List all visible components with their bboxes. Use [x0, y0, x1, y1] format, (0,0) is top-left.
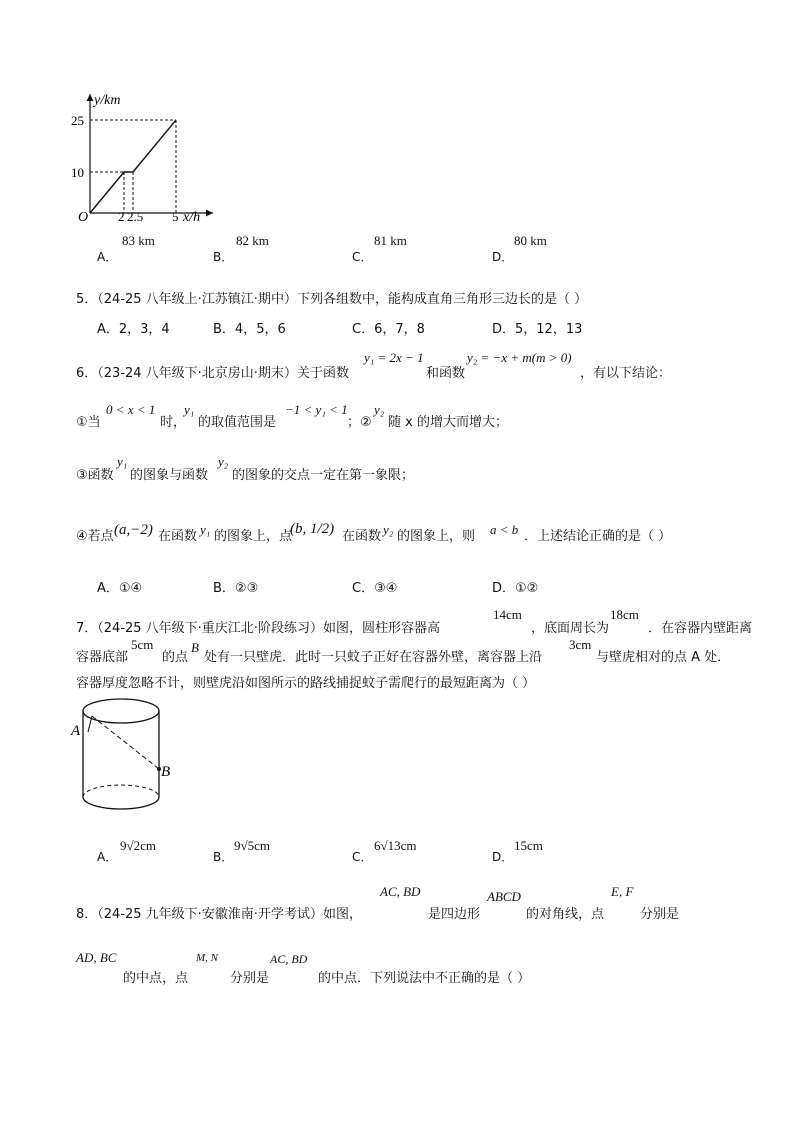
q5-stem: 5．（24-25 八年级上·江苏镇江·期中）下列各组数中，能构成直角三角形三边长的是（ ） — [76, 292, 588, 307]
q8-sides-ad-bc: AD, BC — [76, 950, 117, 965]
q5-option-c: C．6，7，8 — [352, 322, 425, 337]
cylinder-figure — [66, 690, 186, 820]
q8-text-f: 分别是 — [230, 971, 270, 986]
q8-diagonals-2: AC, BD — [270, 952, 308, 966]
q7-option-d-letter: D． — [492, 850, 514, 864]
q7-line1-b: ，底面周长为 — [531, 621, 610, 636]
q4-option-a-letter: A． — [97, 250, 118, 264]
y-tick-10: 10 — [71, 165, 84, 180]
q7-line1-a: 7．（24-25 八年级下·重庆江北·阶段练习）如图，圆柱形容器高 — [76, 621, 440, 636]
q6-c2-text: 随 x 的增大而增大； — [388, 415, 508, 430]
q7-option-a-value: 9√2cm — [120, 838, 157, 853]
distance-time-graph — [70, 88, 220, 228]
q8-text-b: 是四边形 — [428, 907, 481, 922]
q6-c3-b: 的图象与函数 — [130, 468, 209, 483]
q7-distance-a: 3cm — [569, 637, 592, 652]
q6-c1-cond: 0 < x < 1 — [106, 402, 156, 417]
q7-option-b-letter: B． — [213, 850, 234, 864]
cylinder-point-b: B — [161, 764, 171, 780]
q8-text-g: 的中点．下列说法中不正确的是（ ） — [318, 971, 531, 986]
q7-height: 14cm — [493, 607, 522, 622]
q6-c4-point-b: (b, 1/2) — [290, 521, 335, 537]
q5-option-b: B．4，5，6 — [213, 322, 286, 337]
q6-c4-b: 在函数 — [158, 529, 198, 544]
q6-c3-y2: y₂ — [218, 454, 229, 469]
y-tick-25: 25 — [71, 113, 84, 128]
q7-distance-b: 5cm — [131, 637, 154, 652]
q6-c4-d: 在函数 — [342, 529, 382, 544]
q6-c4-e: 的图象上，则 — [397, 529, 476, 544]
q6-c4-compare: a < b — [490, 522, 519, 537]
x-tick-2: 2 — [118, 209, 125, 224]
x-tick-2-5: 2.5 — [127, 209, 144, 224]
q8-points-mn: M, N — [196, 952, 218, 964]
q6-c1-c: 的取值范围是 — [198, 415, 277, 430]
q6-option-a: A．①④ — [97, 581, 143, 596]
q7-point-b: B — [191, 640, 199, 655]
q5-option-a: A．2，3，4 — [97, 322, 170, 337]
q6-c4-y1: y₁ — [200, 522, 211, 537]
q6-intro-c: ，有以下结论： — [580, 366, 672, 381]
q6-function-y2: y₂ = −x + m(m > 0) — [467, 350, 572, 365]
q8-points-ef: E, F — [611, 884, 634, 899]
q8-diagonals: AC, BD — [380, 884, 421, 899]
q6-c1-a: ①当 — [76, 415, 101, 430]
q8-quadrilateral: ABCD — [487, 889, 521, 904]
q6-c1-y: y₁ — [184, 402, 195, 417]
q8-text-e: 的中点，点 — [123, 971, 189, 986]
q6-c4-point-a: (a,−2) — [114, 522, 153, 538]
q6-c4-f: ．上述结论正确的是（ ） — [524, 529, 672, 544]
q6-option-c: C．③④ — [352, 581, 398, 596]
q8-intro: 8．（24-25 九年级下·安徽淮南·开学考试）如图， — [76, 907, 362, 922]
q7-option-c-letter: C． — [352, 850, 373, 864]
q7-option-c-value: 6√13cm — [374, 838, 417, 853]
q6-c2-y: y₂ — [374, 402, 385, 417]
y-axis-label: y/km — [94, 93, 121, 108]
x-axis-label: x/h — [183, 210, 201, 225]
q7-option-d-value: 15cm — [514, 838, 543, 853]
q4-option-a-value: 83 km — [122, 233, 155, 248]
q6-option-b: B．②③ — [213, 581, 259, 596]
q6-intro-b: 和函数 — [426, 366, 466, 381]
q4-option-b-value: 82 km — [236, 233, 269, 248]
cylinder-point-a: A — [71, 723, 81, 739]
q5-option-d: D．5，12，13 — [492, 322, 583, 337]
q7-line2-b: 的点 — [162, 650, 189, 665]
q6-c1-range: −1 < y₁ < 1 — [285, 402, 348, 417]
q6-c3-y1: y₁ — [117, 454, 128, 469]
q6-c4-a: ④若点 — [76, 529, 114, 544]
q7-line2-d: 与壁虎相对的点 A 处． — [596, 650, 731, 665]
q7-line2-c: 处有一只壁虎．此时一只蚊子正好在容器外壁，离容器上沿 — [204, 650, 543, 665]
q6-function-y1: y₁ = 2x − 1 — [364, 350, 424, 365]
q7-line3: 容器厚度忽略不计，则壁虎沿如图所示的路线捕捉蚊子需爬行的最短距离为（ ） — [76, 676, 536, 691]
q8-text-c: 的对角线，点 — [526, 907, 605, 922]
q4-option-c-value: 81 km — [374, 233, 407, 248]
q6-c1-d: ；② — [347, 415, 372, 430]
q6-c4-c: 的图象上，点 — [214, 529, 293, 544]
q6-option-d: D．①② — [492, 581, 539, 596]
q7-option-b-value: 9√5cm — [234, 838, 271, 853]
q6-c3-c: 的图象的交点一定在第一象限； — [232, 468, 415, 483]
q4-option-c-letter: C． — [352, 250, 373, 264]
q6-intro: 6．（23-24 八年级下·北京房山·期末）关于函数 — [76, 366, 349, 381]
q7-option-a-letter: A． — [97, 850, 118, 864]
q7-circumference: 18cm — [610, 607, 639, 622]
q6-c1-b: 时， — [160, 415, 187, 430]
q6-c4-y2: y₂ — [383, 522, 394, 537]
q4-option-b-letter: B． — [213, 250, 234, 264]
q8-text-d: 分别是 — [640, 907, 680, 922]
origin-label: O — [78, 210, 89, 225]
q4-option-d-letter: D． — [492, 250, 514, 264]
q6-c3-a: ③函数 — [76, 468, 114, 483]
x-tick-5: 5 — [172, 209, 179, 224]
q7-line2-a: 容器底部 — [76, 650, 129, 665]
q4-option-d-value: 80 km — [514, 233, 547, 248]
q7-line1-c: ．在容器内壁距离 — [648, 621, 753, 636]
